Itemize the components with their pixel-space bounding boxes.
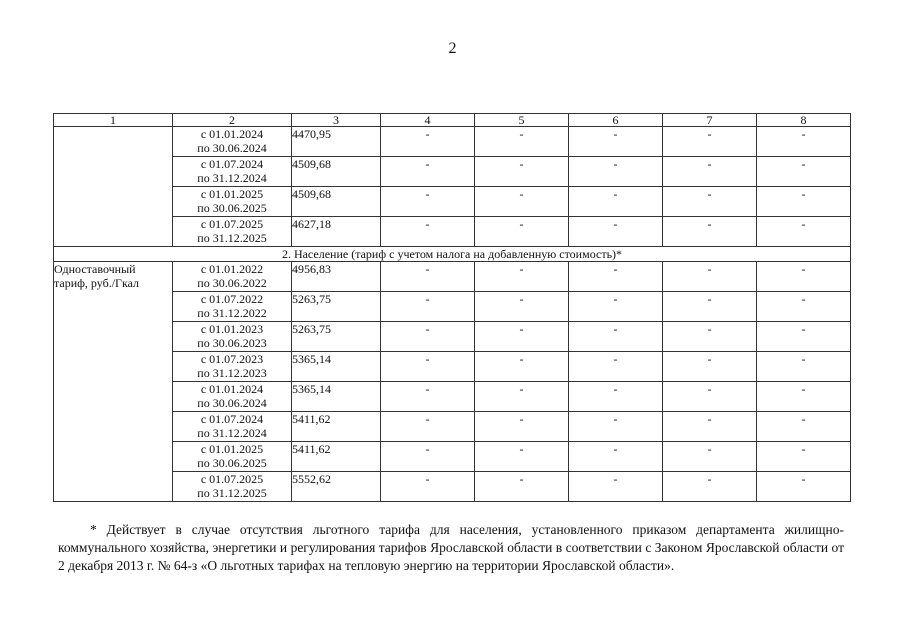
- table-row: [54, 382, 851, 412]
- dash-cell: -: [475, 157, 569, 187]
- col-header-7: 7: [663, 114, 757, 127]
- period-cell: [173, 442, 292, 472]
- period-cell: [173, 217, 292, 247]
- dash-cell: -: [381, 472, 475, 502]
- period-to: по 31.12.2022: [197, 306, 267, 320]
- dash-cell: -: [757, 217, 851, 247]
- table-row: [54, 262, 851, 292]
- dash-cell: -: [569, 157, 663, 187]
- period-to: по 31.12.2024: [197, 426, 267, 440]
- dash-cell: -: [757, 187, 851, 217]
- dash-cell: -: [663, 157, 757, 187]
- period-to: по 31.12.2024: [197, 171, 267, 185]
- period-from: с 01.07.2025: [200, 217, 264, 231]
- tariff-value-cell: 5411,62: [292, 412, 381, 442]
- table-row: [54, 157, 851, 187]
- dash-cell: -: [757, 157, 851, 187]
- dash-cell: -: [663, 187, 757, 217]
- dash-cell: -: [475, 292, 569, 322]
- period-from: с 01.01.2024: [200, 127, 264, 141]
- table-row: [54, 292, 851, 322]
- period-from: с 01.07.2025: [200, 472, 264, 486]
- dash-cell: -: [757, 472, 851, 502]
- empty-group-cell: [54, 127, 173, 247]
- tariff-value-cell: 5365,14: [292, 382, 381, 412]
- dash-cell: -: [381, 352, 475, 382]
- group-label-cell: Одноставочный тариф, руб./Гкал: [54, 262, 173, 502]
- dash-cell: -: [757, 262, 851, 292]
- dash-cell: -: [663, 322, 757, 352]
- dash-cell: -: [475, 382, 569, 412]
- dash-cell: -: [663, 262, 757, 292]
- table-row: [54, 442, 851, 472]
- period-cell: [173, 157, 292, 187]
- tariff-value-cell: 4627,18: [292, 217, 381, 247]
- dash-cell: -: [381, 292, 475, 322]
- tariff-value-cell: 4509,68: [292, 157, 381, 187]
- col-header-1: 1: [54, 114, 173, 127]
- period-to: по 30.06.2024: [197, 141, 267, 155]
- dash-cell: -: [569, 472, 663, 502]
- dash-cell: -: [663, 352, 757, 382]
- dash-cell: -: [381, 382, 475, 412]
- dash-cell: -: [475, 187, 569, 217]
- table-row: [54, 127, 851, 157]
- period-cell: [173, 292, 292, 322]
- tariff-value-cell: 5411,62: [292, 442, 381, 472]
- dash-cell: -: [569, 217, 663, 247]
- col-header-8: 8: [757, 114, 851, 127]
- dash-cell: -: [475, 217, 569, 247]
- dash-cell: -: [569, 382, 663, 412]
- dash-cell: -: [663, 412, 757, 442]
- col-header-5: 5: [475, 114, 569, 127]
- tariff-value-cell: 5365,14: [292, 352, 381, 382]
- dash-cell: -: [475, 262, 569, 292]
- dash-cell: -: [757, 322, 851, 352]
- dash-cell: -: [569, 442, 663, 472]
- dash-cell: -: [475, 472, 569, 502]
- dash-cell: -: [569, 127, 663, 157]
- section-title: 2. Население (тариф с учетом налога на добавленную стоимость)*: [54, 247, 851, 262]
- tariff-value-cell: 5552,62: [292, 472, 381, 502]
- page-number: 2: [448, 40, 457, 57]
- header-row: [54, 114, 851, 127]
- dash-cell: -: [381, 322, 475, 352]
- period-from: с 01.07.2023: [200, 352, 264, 366]
- tariff-value-cell: 4470,95: [292, 127, 381, 157]
- tariff-value-cell: 5263,75: [292, 292, 381, 322]
- period-cell: [173, 322, 292, 352]
- period-to: по 31.12.2023: [197, 366, 267, 380]
- dash-cell: -: [569, 262, 663, 292]
- table-row: [54, 217, 851, 247]
- dash-cell: -: [475, 127, 569, 157]
- col-header-3: 3: [292, 114, 381, 127]
- period-from: с 01.07.2024: [200, 412, 264, 426]
- period-to: по 31.12.2025: [197, 486, 267, 500]
- dash-cell: -: [475, 412, 569, 442]
- period-from: с 01.01.2025: [200, 442, 264, 456]
- table-row: [54, 472, 851, 502]
- dash-cell: -: [663, 127, 757, 157]
- tariff-table: [53, 113, 851, 502]
- dash-cell: -: [663, 442, 757, 472]
- period-to: по 31.12.2025: [197, 231, 267, 245]
- dash-cell: -: [757, 292, 851, 322]
- period-from: с 01.01.2025: [200, 187, 264, 201]
- tariff-value-cell: 4956,83: [292, 262, 381, 292]
- table-row: [54, 322, 851, 352]
- period-to: по 30.06.2024: [197, 396, 267, 410]
- col-header-4: 4: [381, 114, 475, 127]
- table-row: [54, 352, 851, 382]
- dash-cell: -: [381, 157, 475, 187]
- period-cell: [173, 412, 292, 442]
- period-from: с 01.01.2024: [200, 382, 264, 396]
- dash-cell: -: [663, 472, 757, 502]
- period-cell: [173, 262, 292, 292]
- dash-cell: -: [569, 322, 663, 352]
- col-header-2: 2: [173, 114, 292, 127]
- period-from: с 01.01.2023: [200, 322, 264, 336]
- table-row: [54, 412, 851, 442]
- period-cell: [173, 352, 292, 382]
- dash-cell: -: [475, 442, 569, 472]
- tariff-value-cell: 5263,75: [292, 322, 381, 352]
- tariff-value-cell: 4509,68: [292, 187, 381, 217]
- period-to: по 30.06.2025: [197, 201, 267, 215]
- table-row: [54, 187, 851, 217]
- period-to: по 30.06.2025: [197, 456, 267, 470]
- dash-cell: -: [663, 382, 757, 412]
- dash-cell: -: [569, 412, 663, 442]
- dash-cell: -: [381, 217, 475, 247]
- dash-cell: -: [663, 217, 757, 247]
- period-from: с 01.07.2022: [200, 292, 264, 306]
- dash-cell: -: [381, 262, 475, 292]
- dash-cell: -: [475, 352, 569, 382]
- dash-cell: -: [475, 322, 569, 352]
- period-to: по 30.06.2023: [197, 336, 267, 350]
- dash-cell: -: [381, 412, 475, 442]
- dash-cell: -: [381, 442, 475, 472]
- dash-cell: -: [569, 187, 663, 217]
- period-cell: [173, 472, 292, 502]
- dash-cell: -: [757, 352, 851, 382]
- dash-cell: -: [757, 412, 851, 442]
- dash-cell: -: [663, 292, 757, 322]
- dash-cell: -: [757, 382, 851, 412]
- dash-cell: -: [569, 292, 663, 322]
- period-to: по 30.06.2022: [197, 276, 267, 290]
- period-cell: [173, 127, 292, 157]
- col-header-6: 6: [569, 114, 663, 127]
- dash-cell: -: [381, 187, 475, 217]
- period-cell: [173, 187, 292, 217]
- footnote: * Действует в случае отсутствия льготного тарифа для населения, установленного приказом департамента жилищно-коммунального хозяйства, энергетики и регулирования тарифов Ярославской области в соответствии с Законом Ярославской области от 2 декабря 2013 г. № 64-з «О льготных тарифах на тепловую энергию на территории Ярославской области».: [58, 522, 844, 573]
- period-from: с 01.07.2024: [200, 157, 264, 171]
- dash-cell: -: [757, 127, 851, 157]
- dash-cell: -: [381, 127, 475, 157]
- dash-cell: -: [757, 442, 851, 472]
- period-from: с 01.01.2022: [200, 262, 264, 276]
- section-row: [54, 247, 851, 262]
- period-cell: [173, 382, 292, 412]
- table-body: [54, 127, 851, 502]
- dash-cell: -: [569, 352, 663, 382]
